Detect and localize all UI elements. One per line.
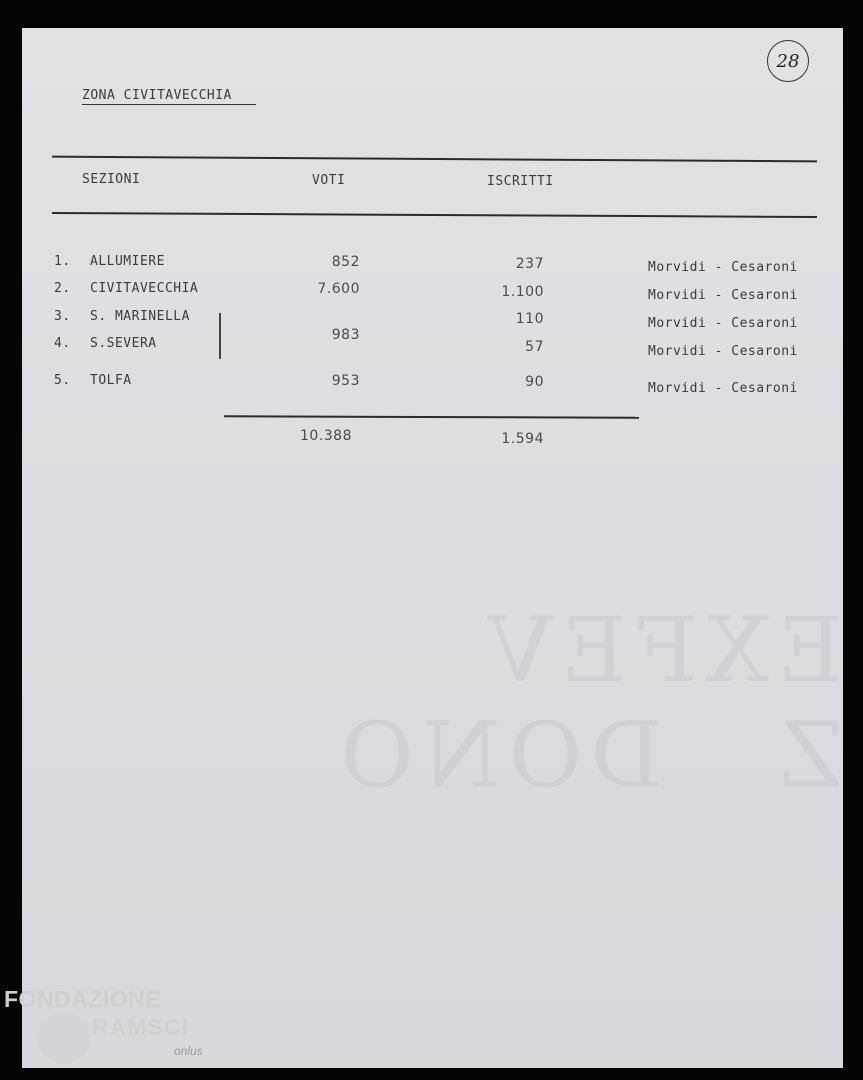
row-voti-combined: 983 — [331, 327, 360, 343]
title-underline — [82, 104, 256, 105]
row-note: Morvidi - Cesaroni — [648, 316, 798, 331]
row-note: Morvidi - Cesaroni — [648, 344, 798, 359]
total-voti: 10.388 — [300, 428, 352, 444]
row-iscritti: 110 — [515, 311, 544, 327]
header-voti: VOTI — [312, 173, 346, 188]
totals-rule — [224, 415, 639, 418]
row-sezione: S. MARINELLA — [90, 309, 190, 324]
total-iscritti: 1.594 — [501, 431, 544, 447]
row-note: Morvidi - Cesaroni — [648, 288, 798, 303]
row-voti: 7.600 — [317, 281, 360, 297]
logo-line-2: RAMSCI — [92, 1014, 189, 1040]
header-sezioni: SEZIONI — [82, 172, 141, 187]
row-voti: 852 — [331, 254, 360, 270]
page-number-badge — [767, 40, 809, 82]
row-number: 4. — [54, 336, 71, 351]
logo-line-3: onlus — [174, 1044, 203, 1058]
row-note: Morvidi - Cesaroni — [648, 260, 798, 275]
fondazione-gramsci-logo — [4, 986, 203, 1058]
bleed-through-watermark: EXFEV Z DONO — [332, 598, 843, 808]
row-number: 2. — [54, 281, 71, 296]
row-number: 1. — [54, 254, 71, 269]
page-number: 28 — [776, 50, 800, 72]
row-iscritti: 90 — [525, 374, 544, 390]
row-iscritti: 1.100 — [501, 284, 544, 300]
row-note: Morvidi - Cesaroni — [648, 381, 798, 396]
header-top-rule — [52, 156, 817, 163]
row-sezione: S.SEVERA — [90, 336, 157, 351]
row-iscritti: 237 — [515, 256, 544, 272]
header-bottom-rule — [52, 212, 817, 218]
row-sezione: TOLFA — [90, 373, 132, 388]
row-voti: 953 — [331, 373, 360, 389]
document-title: ZONA CIVITAVECCHIA — [82, 88, 232, 103]
document-page — [22, 28, 843, 1068]
header-iscritti: ISCRITTI — [487, 174, 554, 189]
row-number: 3. — [54, 309, 71, 324]
row-sezione: ALLUMIERE — [90, 254, 165, 269]
logo-line-1: FONDAZIONE — [4, 986, 162, 1012]
row-iscritti: 57 — [525, 339, 544, 355]
row-number: 5. — [54, 373, 71, 388]
row-sezione: CIVITAVECCHIA — [90, 281, 199, 296]
logo-g-emblem — [38, 1012, 90, 1064]
bracket-mark — [219, 313, 221, 359]
